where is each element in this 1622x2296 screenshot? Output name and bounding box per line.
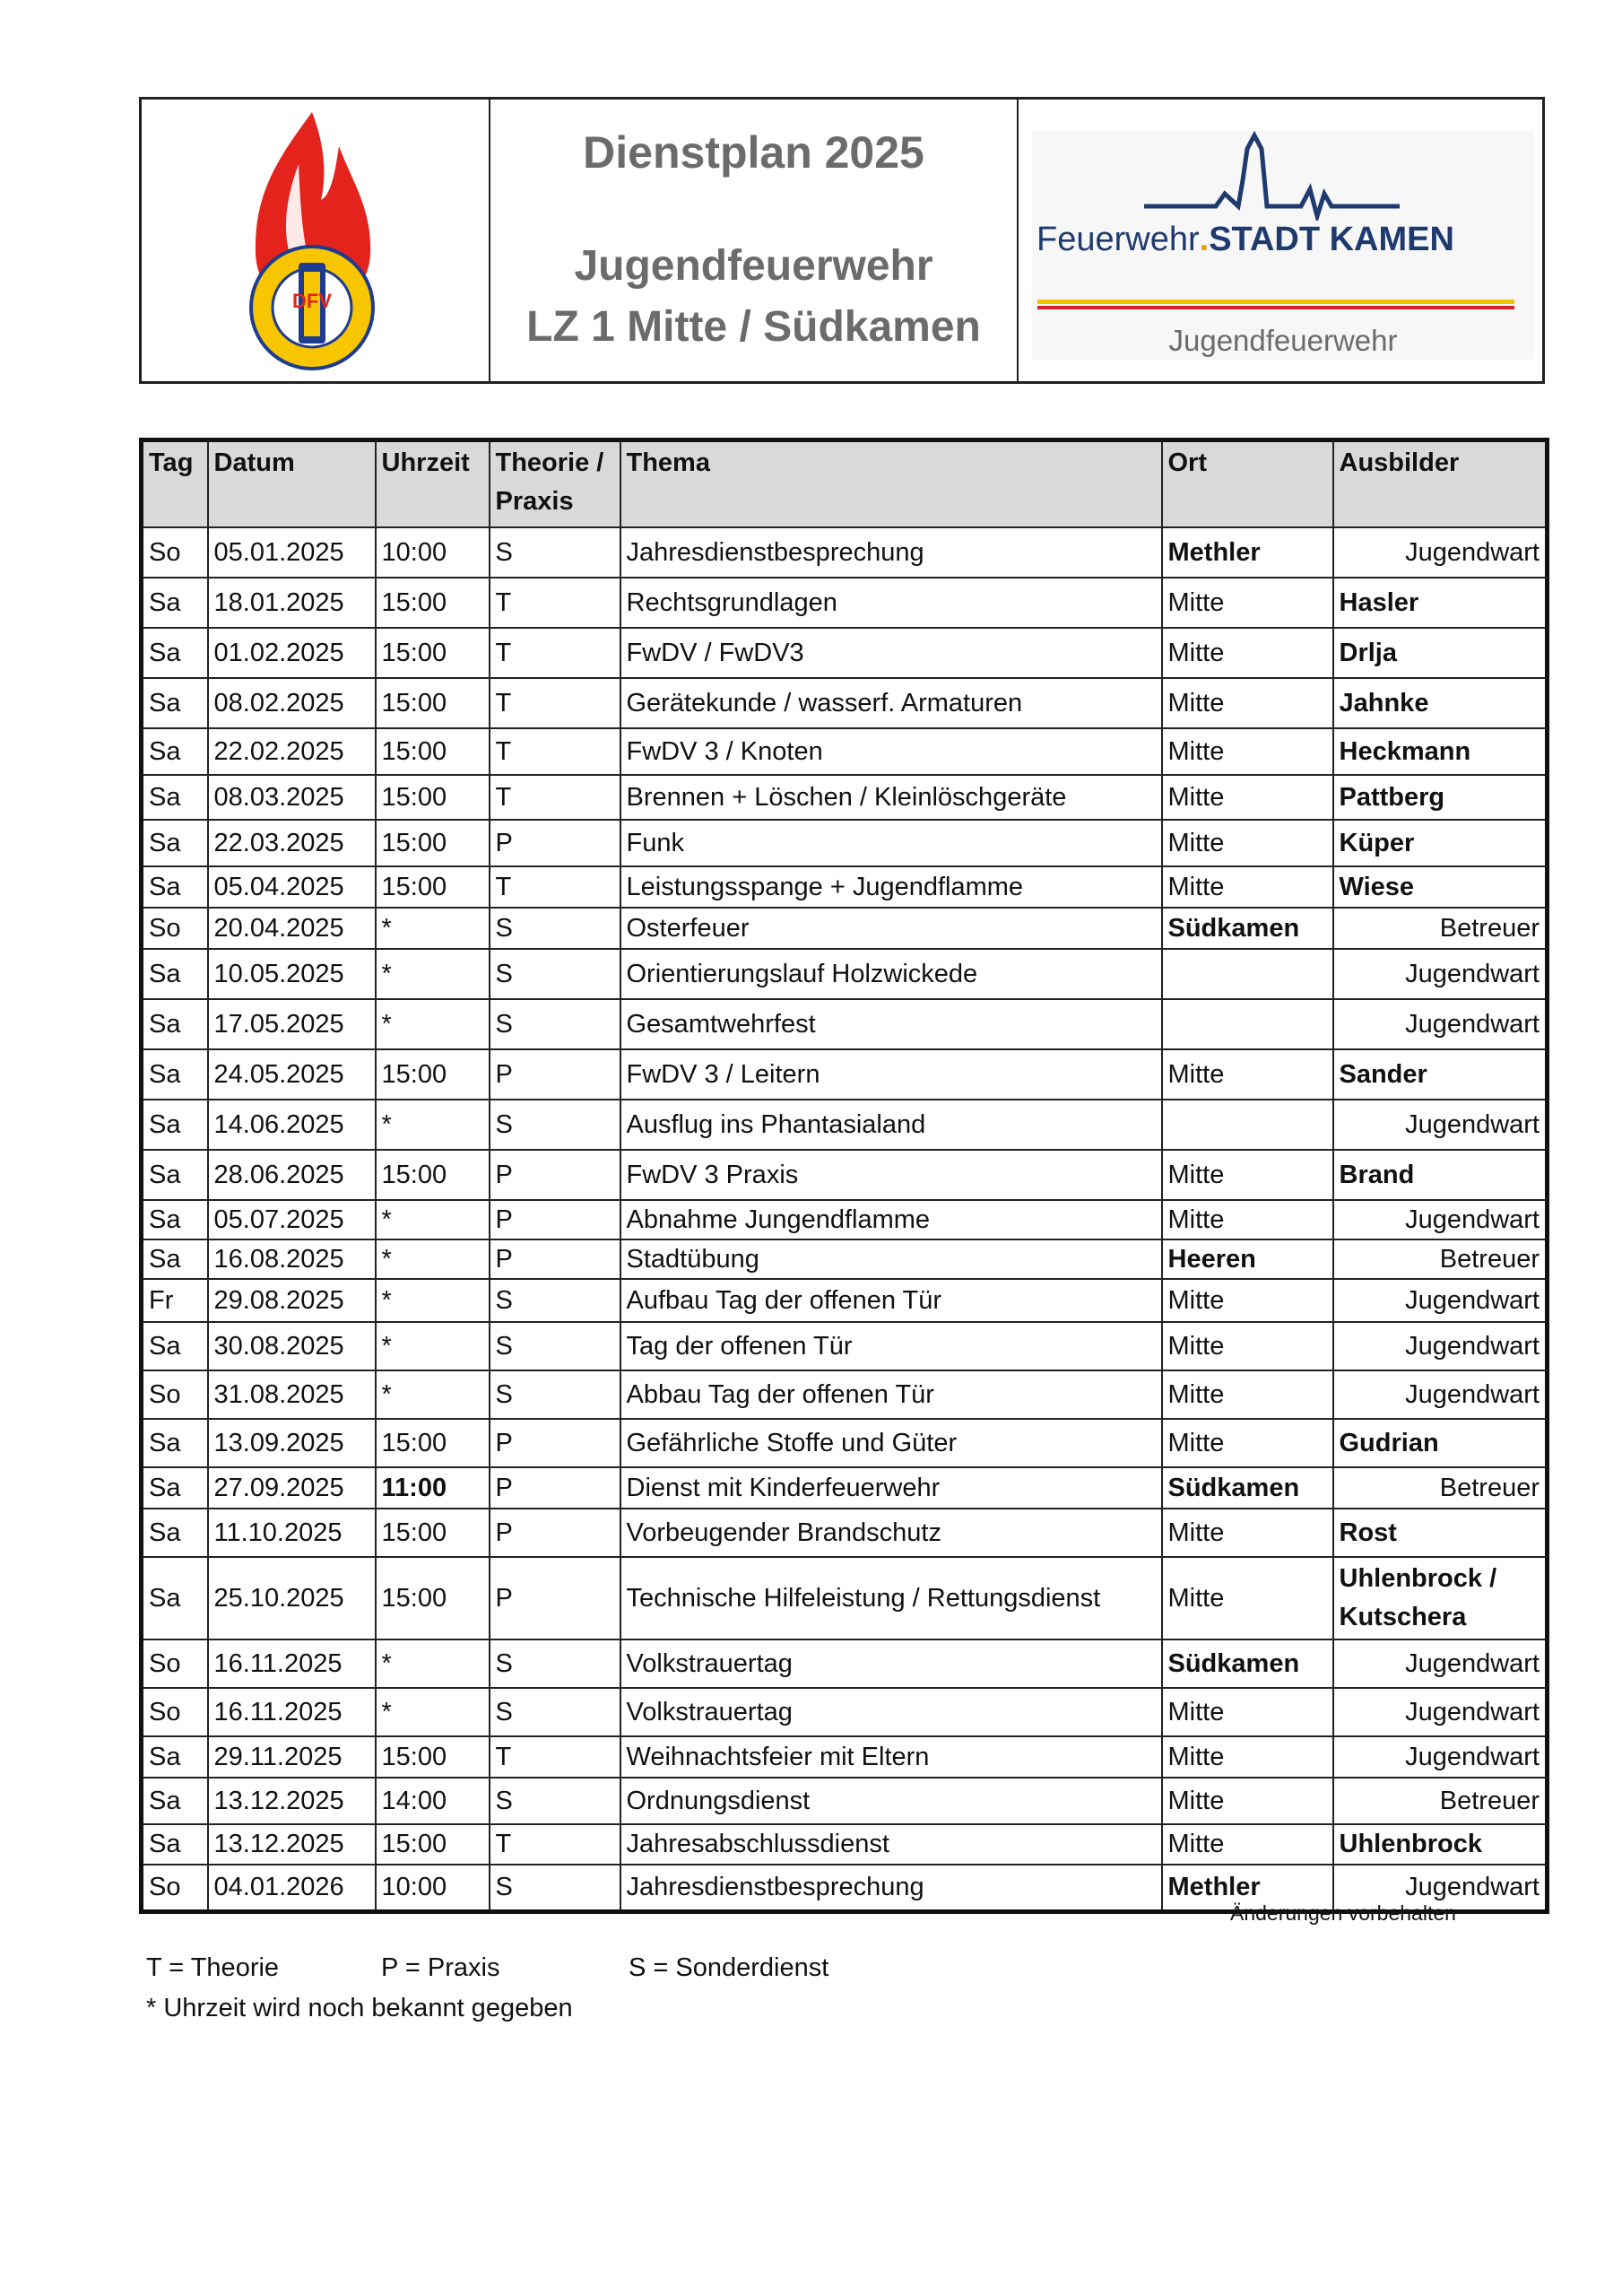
legend-theorie: T = Theorie: [146, 1953, 280, 1982]
cell-datum: 17.05.2025: [208, 999, 376, 1049]
page-title: Dienstplan 2025: [583, 127, 924, 178]
cell-datum: 10.05.2025: [208, 949, 376, 999]
cell-ausbilder: Uhlenbrock: [1333, 1824, 1548, 1865]
cell-uhrzeit: 15:00: [376, 1509, 490, 1557]
cell-tag: Sa: [142, 1049, 208, 1100]
cell-theorie-praxis: S: [490, 1322, 620, 1370]
cell-datum: 29.08.2025: [208, 1279, 376, 1322]
cell-datum: 20.04.2025: [208, 908, 376, 949]
table-row: [142, 1049, 1548, 1100]
cell-thema: Ordnungsdienst: [620, 1778, 1162, 1824]
cell-ort: Mitte: [1162, 1370, 1333, 1419]
title-cell: [490, 100, 1019, 381]
cell-ausbilder: Drlja: [1333, 628, 1548, 678]
table-row: [142, 578, 1548, 628]
table-row: [142, 1150, 1548, 1200]
cell-tag: Sa: [142, 1824, 208, 1865]
cell-theorie-praxis: S: [490, 1279, 620, 1322]
cell-theorie-praxis: P: [490, 1557, 620, 1639]
cell-ausbilder: Jugendwart: [1333, 1688, 1548, 1736]
cell-ausbilder: Jugendwart: [1333, 1639, 1548, 1688]
cell-tag: Sa: [142, 728, 208, 775]
cell-ort: Mitte: [1162, 1322, 1333, 1370]
cell-datum: 16.08.2025: [208, 1239, 376, 1279]
table-row: [142, 1778, 1548, 1824]
cell-tag: Sa: [142, 775, 208, 820]
cell-thema: Dienst mit Kinderfeuerwehr: [620, 1467, 1162, 1509]
cell-ort: Methler: [1162, 527, 1333, 578]
cell-thema: Gefährliche Stoffe und Güter: [620, 1419, 1162, 1467]
right-logo-cell: [1019, 100, 1542, 381]
cell-tag: Sa: [142, 1150, 208, 1200]
cell-theorie-praxis: S: [490, 1688, 620, 1736]
cell-theorie-praxis: S: [490, 1100, 620, 1150]
brand-yellow-line: [1037, 300, 1514, 304]
cell-ort: Mitte: [1162, 578, 1333, 628]
cell-datum: 08.03.2025: [208, 775, 376, 820]
cell-ort: Mitte: [1162, 1200, 1333, 1239]
cell-ausbilder: Jugendwart: [1333, 1370, 1548, 1419]
cell-ort: Mitte: [1162, 1778, 1333, 1824]
cell-datum: 24.05.2025: [208, 1049, 376, 1100]
table-row: [142, 527, 1548, 578]
legend: [146, 1948, 828, 2029]
cell-datum: 13.12.2025: [208, 1824, 376, 1865]
cell-thema: Leistungsspange + Jugendflamme: [620, 866, 1162, 908]
cell-tag: So: [142, 1688, 208, 1736]
cell-tag: So: [142, 908, 208, 949]
cell-datum: 18.01.2025: [208, 578, 376, 628]
cell-datum: 16.11.2025: [208, 1639, 376, 1688]
table-row: [142, 1509, 1548, 1557]
cell-uhrzeit: 15:00: [376, 775, 490, 820]
cell-datum: 14.06.2025: [208, 1100, 376, 1150]
cell-theorie-praxis: P: [490, 1200, 620, 1239]
cell-theorie-praxis: T: [490, 728, 620, 775]
cell-ausbilder: Jugendwart: [1333, 999, 1548, 1049]
col-header-theorie-praxis: Theorie / Praxis: [490, 440, 620, 528]
cell-thema: Aufbau Tag der offenen Tür: [620, 1279, 1162, 1322]
cell-theorie-praxis: T: [490, 1824, 620, 1865]
cell-ort: Mitte: [1162, 1150, 1333, 1200]
cell-tag: So: [142, 1639, 208, 1688]
cell-thema: Stadtübung: [620, 1239, 1162, 1279]
cell-datum: 01.02.2025: [208, 628, 376, 678]
cell-datum: 11.10.2025: [208, 1509, 376, 1557]
cell-ausbilder: Jugendwart: [1333, 1322, 1548, 1370]
col-header-ort: Ort: [1162, 440, 1333, 528]
table-row: [142, 1736, 1548, 1778]
cell-ort: Methler: [1162, 1865, 1333, 1911]
cell-uhrzeit: 14:00: [376, 1778, 490, 1824]
changes-note: Änderungen vorbehalten: [1230, 1901, 1456, 1925]
table-row: [142, 728, 1548, 775]
cell-ort: [1162, 1100, 1333, 1150]
cell-thema: Ausflug ins Phantasialand: [620, 1100, 1162, 1150]
cell-theorie-praxis: P: [490, 1419, 620, 1467]
cell-datum: 05.01.2025: [208, 527, 376, 578]
emblem-letters: DFV: [292, 290, 332, 312]
dienstplan-table: [139, 438, 1549, 1914]
cell-uhrzeit: *: [376, 999, 490, 1049]
cell-theorie-praxis: P: [490, 1509, 620, 1557]
cell-tag: Sa: [142, 820, 208, 866]
cell-datum: 27.09.2025: [208, 1467, 376, 1509]
table-row: [142, 775, 1548, 820]
legend-sonderdienst: S = Sonderdienst: [629, 1953, 829, 1982]
cell-tag: Sa: [142, 1736, 208, 1778]
legend-praxis: P = Praxis: [381, 1953, 500, 1982]
cell-ausbilder: Jugendwart: [1333, 1865, 1548, 1911]
cell-thema: Jahresdienstbesprechung: [620, 1865, 1162, 1911]
cell-thema: FwDV / FwDV3: [620, 628, 1162, 678]
cell-tag: Sa: [142, 678, 208, 728]
cell-ort: Mitte: [1162, 1419, 1333, 1467]
cell-datum: 08.02.2025: [208, 678, 376, 728]
table-row: [142, 628, 1548, 678]
cell-tag: Sa: [142, 628, 208, 678]
cell-ausbilder: Jugendwart: [1333, 1100, 1548, 1150]
cell-tag: Sa: [142, 1200, 208, 1239]
table-row: [142, 1200, 1548, 1239]
cell-uhrzeit: 10:00: [376, 1865, 490, 1911]
legend-row: [146, 1948, 828, 1988]
cell-theorie-praxis: T: [490, 678, 620, 728]
cell-theorie-praxis: T: [490, 1736, 620, 1778]
cell-ort: Mitte: [1162, 866, 1333, 908]
page-subtitle-2: LZ 1 Mitte / Südkamen: [526, 303, 981, 351]
cell-thema: Jahresdienstbesprechung: [620, 527, 1162, 578]
cell-ausbilder: Brand: [1333, 1150, 1548, 1200]
cell-ort: [1162, 949, 1333, 999]
cell-datum: 30.08.2025: [208, 1322, 376, 1370]
cell-ort: Mitte: [1162, 1049, 1333, 1100]
cell-datum: 04.01.2026: [208, 1865, 376, 1911]
cell-tag: Sa: [142, 1467, 208, 1509]
cell-datum: 13.12.2025: [208, 1778, 376, 1824]
stadt-kamen-logo: [1032, 131, 1534, 360]
cell-theorie-praxis: S: [490, 1865, 620, 1911]
col-header-tag: Tag: [142, 440, 208, 528]
cell-uhrzeit: *: [376, 1688, 490, 1736]
cell-ausbilder: Küper: [1333, 820, 1548, 866]
table-row: [142, 866, 1548, 908]
cell-ausbilder: Rost: [1333, 1509, 1548, 1557]
cell-tag: Sa: [142, 578, 208, 628]
cell-uhrzeit: *: [376, 949, 490, 999]
cell-theorie-praxis: P: [490, 820, 620, 866]
cell-uhrzeit: 15:00: [376, 1419, 490, 1467]
table-row: [142, 1688, 1548, 1736]
cell-thema: Volkstrauertag: [620, 1688, 1162, 1736]
cell-uhrzeit: 15:00: [376, 820, 490, 866]
cell-datum: 22.02.2025: [208, 728, 376, 775]
cell-datum: 31.08.2025: [208, 1370, 376, 1419]
cell-ort: Heeren: [1162, 1239, 1333, 1279]
cell-thema: Rechtsgrundlagen: [620, 578, 1162, 628]
cell-theorie-praxis: S: [490, 1370, 620, 1419]
cell-ausbilder: Betreuer: [1333, 908, 1548, 949]
djf-flame-emblem-svg: [245, 110, 379, 379]
cell-thema: FwDV 3 / Knoten: [620, 728, 1162, 775]
brand-red-line: [1037, 306, 1514, 309]
cell-ort: Mitte: [1162, 775, 1333, 820]
cell-ort: Südkamen: [1162, 1467, 1333, 1509]
cell-ausbilder: Jugendwart: [1333, 949, 1548, 999]
cell-tag: So: [142, 1370, 208, 1419]
cell-theorie-praxis: S: [490, 999, 620, 1049]
cell-thema: Technische Hilfeleistung / Rettungsdienst: [620, 1557, 1162, 1639]
cell-thema: Brennen + Löschen / Kleinlöschgeräte: [620, 775, 1162, 820]
cell-datum: 29.11.2025: [208, 1736, 376, 1778]
left-logo-cell: [142, 100, 490, 381]
cell-uhrzeit: 15:00: [376, 1049, 490, 1100]
table-header-row: [142, 440, 1548, 528]
cell-tag: Sa: [142, 949, 208, 999]
cell-uhrzeit: *: [376, 1239, 490, 1279]
cell-datum: 16.11.2025: [208, 1688, 376, 1736]
cell-thema: Gerätekunde / wasserf. Armaturen: [620, 678, 1162, 728]
cell-datum: 05.07.2025: [208, 1200, 376, 1239]
cell-theorie-praxis: S: [490, 1778, 620, 1824]
cell-uhrzeit: 15:00: [376, 728, 490, 775]
cell-ort: Mitte: [1162, 678, 1333, 728]
cell-ort: Mitte: [1162, 728, 1333, 775]
cell-thema: Abbau Tag der offenen Tür: [620, 1370, 1162, 1419]
table-row: [142, 999, 1548, 1049]
cell-theorie-praxis: P: [490, 1467, 620, 1509]
cell-ort: [1162, 999, 1333, 1049]
brand-subtitle: Jugendfeuerwehr: [1168, 324, 1398, 357]
cell-tag: Sa: [142, 1322, 208, 1370]
cell-uhrzeit: 15:00: [376, 1150, 490, 1200]
cell-ausbilder: Jahnke: [1333, 678, 1548, 728]
cell-uhrzeit: *: [376, 908, 490, 949]
cell-ort: Mitte: [1162, 1736, 1333, 1778]
table-body: [142, 527, 1548, 1911]
cell-ausbilder: Jugendwart: [1333, 1279, 1548, 1322]
cell-thema: Funk: [620, 820, 1162, 866]
cell-tag: Sa: [142, 866, 208, 908]
cell-uhrzeit: 15:00: [376, 1557, 490, 1639]
table-row: [142, 1557, 1548, 1639]
table-row: [142, 908, 1548, 949]
table-row: [142, 949, 1548, 999]
cell-datum: 22.03.2025: [208, 820, 376, 866]
cell-theorie-praxis: P: [490, 1239, 620, 1279]
cell-theorie-praxis: S: [490, 1639, 620, 1688]
cell-tag: Sa: [142, 1778, 208, 1824]
cell-thema: Vorbeugender Brandschutz: [620, 1509, 1162, 1557]
djf-flame-emblem-icon: [245, 110, 379, 379]
col-header-datum: Datum: [208, 440, 376, 528]
cell-tag: Fr: [142, 1279, 208, 1322]
cell-thema: Jahresabschlussdienst: [620, 1824, 1162, 1865]
col-header-thema: Thema: [620, 440, 1162, 528]
cell-uhrzeit: 15:00: [376, 628, 490, 678]
table-row: [142, 820, 1548, 866]
cell-thema: Abnahme Jungendflamme: [620, 1200, 1162, 1239]
cell-uhrzeit: 10:00: [376, 527, 490, 578]
cell-theorie-praxis: T: [490, 775, 620, 820]
col-header-uhrzeit: Uhrzeit: [376, 440, 490, 528]
table-row: [142, 1279, 1548, 1322]
cell-datum: 25.10.2025: [208, 1557, 376, 1639]
cell-uhrzeit: *: [376, 1639, 490, 1688]
cell-tag: Sa: [142, 1509, 208, 1557]
table-row: [142, 678, 1548, 728]
cell-theorie-praxis: S: [490, 949, 620, 999]
cell-theorie-praxis: T: [490, 578, 620, 628]
cell-ort: Mitte: [1162, 628, 1333, 678]
cell-ort: Mitte: [1162, 1557, 1333, 1639]
brand-text: [1037, 221, 1454, 259]
cell-uhrzeit: *: [376, 1100, 490, 1150]
brand-feuerwehr: Feuerwehr: [1037, 221, 1200, 258]
cell-ausbilder: Sander: [1333, 1049, 1548, 1100]
cell-thema: FwDV 3 / Leitern: [620, 1049, 1162, 1100]
cell-ausbilder: Jugendwart: [1333, 1736, 1548, 1778]
cell-uhrzeit: 15:00: [376, 678, 490, 728]
skyline-icon: [1032, 131, 1534, 221]
cell-thema: Orientierungslauf Holzwickede: [620, 949, 1162, 999]
cell-theorie-praxis: S: [490, 527, 620, 578]
page-subtitle-1: Jugendfeuerwehr: [574, 242, 933, 290]
table-row: [142, 1639, 1548, 1688]
cell-uhrzeit: 15:00: [376, 1824, 490, 1865]
cell-uhrzeit: 11:00: [376, 1467, 490, 1509]
cell-tag: Sa: [142, 1100, 208, 1150]
cell-thema: Weihnachtsfeier mit Eltern: [620, 1736, 1162, 1778]
cell-theorie-praxis: P: [490, 1150, 620, 1200]
cell-tag: So: [142, 527, 208, 578]
brand-stadt-kamen: STADT KAMEN: [1209, 221, 1454, 258]
table-row: [142, 1370, 1548, 1419]
table-row: [142, 1322, 1548, 1370]
cell-tag: Sa: [142, 1239, 208, 1279]
legend-footnote: * Uhrzeit wird noch bekannt gegeben: [146, 1994, 573, 2022]
cell-theorie-praxis: T: [490, 628, 620, 678]
cell-thema: Tag der offenen Tür: [620, 1322, 1162, 1370]
cell-ausbilder: Gudrian: [1333, 1419, 1548, 1467]
cell-datum: 05.04.2025: [208, 866, 376, 908]
col-header-ausbilder: Ausbilder: [1333, 440, 1548, 528]
cell-ort: Südkamen: [1162, 908, 1333, 949]
cell-tag: Sa: [142, 1419, 208, 1467]
cell-ausbilder: Betreuer: [1333, 1239, 1548, 1279]
cell-thema: Gesamtwehrfest: [620, 999, 1162, 1049]
cell-tag: Sa: [142, 1557, 208, 1639]
cell-ort: Mitte: [1162, 1824, 1333, 1865]
cell-ausbilder: Jugendwart: [1333, 1200, 1548, 1239]
cell-tag: So: [142, 1865, 208, 1911]
cell-datum: 28.06.2025: [208, 1150, 376, 1200]
cell-ausbilder: Betreuer: [1333, 1778, 1548, 1824]
cell-ort: Mitte: [1162, 820, 1333, 866]
table-row: [142, 1824, 1548, 1865]
table-row: [142, 1419, 1548, 1467]
cell-datum: 13.09.2025: [208, 1419, 376, 1467]
cell-uhrzeit: 15:00: [376, 1736, 490, 1778]
cell-ort: Mitte: [1162, 1688, 1333, 1736]
cell-uhrzeit: *: [376, 1279, 490, 1322]
cell-ausbilder: Wiese: [1333, 866, 1548, 908]
cell-uhrzeit: *: [376, 1200, 490, 1239]
cell-thema: FwDV 3 Praxis: [620, 1150, 1162, 1200]
cell-ausbilder: Heckmann: [1333, 728, 1548, 775]
cell-theorie-praxis: T: [490, 866, 620, 908]
cell-uhrzeit: *: [376, 1322, 490, 1370]
cell-uhrzeit: 15:00: [376, 866, 490, 908]
cell-uhrzeit: 15:00: [376, 578, 490, 628]
cell-ort: Südkamen: [1162, 1639, 1333, 1688]
cell-ort: Mitte: [1162, 1509, 1333, 1557]
cell-ausbilder: Hasler: [1333, 578, 1548, 628]
cell-ausbilder: Pattberg: [1333, 775, 1548, 820]
cell-ausbilder: Uhlenbrock / Kutschera: [1333, 1557, 1548, 1639]
cell-thema: Volkstrauertag: [620, 1639, 1162, 1688]
brand-dot: .: [1199, 221, 1210, 258]
cell-thema: Osterfeuer: [620, 908, 1162, 949]
cell-theorie-praxis: S: [490, 908, 620, 949]
table-row: [142, 1467, 1548, 1509]
cell-ausbilder: Jugendwart: [1333, 527, 1548, 578]
cell-theorie-praxis: P: [490, 1049, 620, 1100]
table-row: [142, 1100, 1548, 1150]
cell-ausbilder: Betreuer: [1333, 1467, 1548, 1509]
header-box: [139, 97, 1545, 384]
cell-ort: Mitte: [1162, 1279, 1333, 1322]
cell-uhrzeit: *: [376, 1370, 490, 1419]
cell-tag: Sa: [142, 999, 208, 1049]
table-row: [142, 1239, 1548, 1279]
